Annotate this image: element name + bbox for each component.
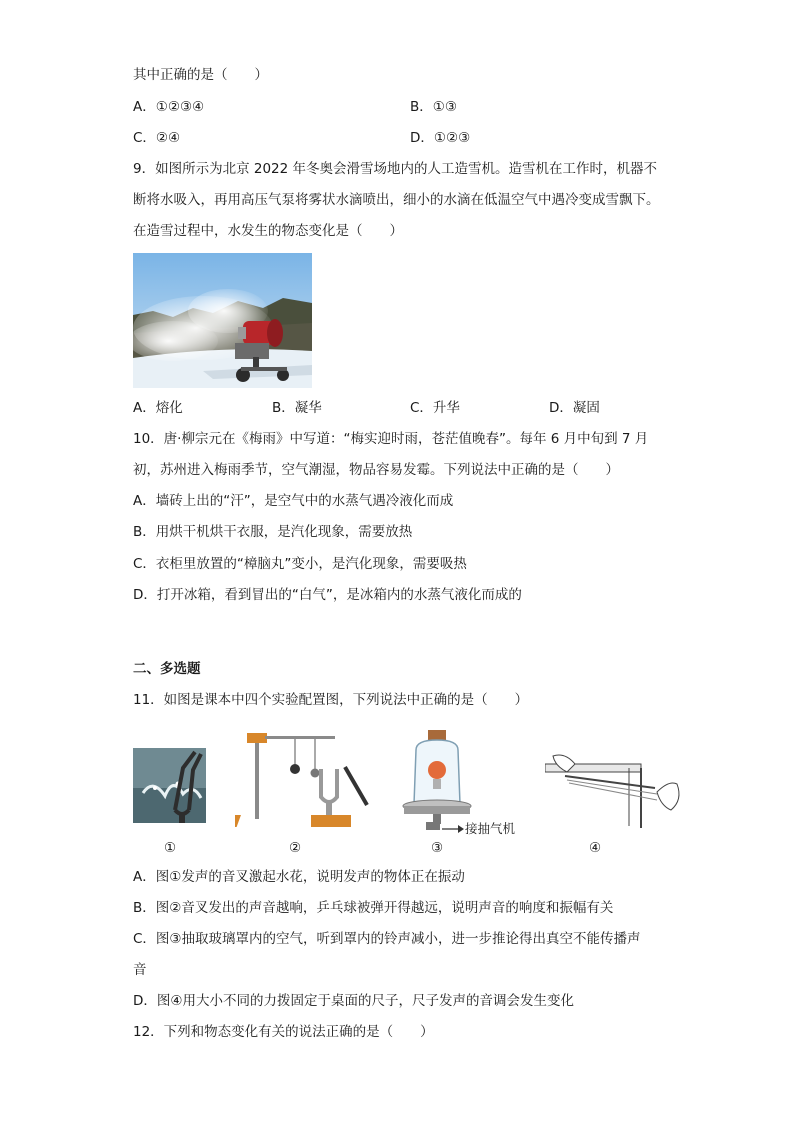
q9-stem-line-3: 在造雪过程中，水发生的物态变化是（ ） [133, 223, 403, 239]
figure-3-bell-jar [400, 724, 474, 834]
q11-option-b[interactable]: B．图②音叉发出的声音越响，乒乓球被弹开得越远，说明声音的响度和振幅有关 [133, 900, 614, 916]
q11-option-c[interactable]: C．图③抽取玻璃罩内的空气，听到罩内的铃声减小，进一步推论得出真空不能传播声 [133, 931, 641, 947]
figure-1-caption: ① [163, 840, 177, 856]
pump-label: 接抽气机 [465, 821, 516, 836]
q10-option-d[interactable]: D．打开冰箱，看到冒出的“白气”，是冰箱内的水蒸气液化而成的 [133, 587, 522, 603]
q10-stem-line-1: 10．唐·柳宗元在《梅雨》中写道：“梅实迎时雨，苍茫值晚春”。每年 6 月中旬到 7 月 [133, 431, 649, 447]
q9-stem-line-2: 断将水吸入，再用高压气泵将雾状水滴喷出，细小的水滴在低温空气中遇冷变成雪飘下。 [133, 192, 660, 208]
q11-stem: 11．如图是课本中四个实验配置图，下列说法中正确的是（ ） [133, 692, 529, 708]
q8-option-b[interactable]: B．①③ [410, 99, 457, 115]
q10-option-b[interactable]: B．用烘干机烘干衣服，是汽化现象，需要放热 [133, 524, 413, 540]
q11-option-c-continuation: 音 [133, 962, 147, 978]
section-title-multiple-choice: 二、多选题 [133, 661, 201, 677]
pump-arrow-icon [442, 824, 464, 834]
figure-3-caption: ③ [430, 840, 444, 856]
q9-option-a[interactable]: A．熔化 [133, 400, 183, 416]
q8-option-d[interactable]: D．①②③ [410, 130, 471, 146]
figure-1-fork-in-water [133, 748, 206, 823]
q10-stem-line-2: 初，苏州进入梅雨季节，空气潮湿，物品容易发霉。下列说法中正确的是（ ） [133, 462, 619, 478]
q10-option-a[interactable]: A．墙砖上出的“汗”，是空气中的水蒸气遇冷液化而成 [133, 493, 454, 509]
figure-2-pingpong-fork [235, 727, 375, 833]
figure-4-ruler-on-table [545, 750, 685, 830]
q11-option-d[interactable]: D．图④用大小不同的力拨固定于桌面的尺子，尺子发声的音调会发生变化 [133, 993, 574, 1009]
q9-stem-line-1: 9．如图所示为北京 2022 年冬奥会滑雪场地内的人工造雪机。造雪机在工作时，机器不 [133, 161, 658, 177]
q10-option-c[interactable]: C．衣柜里放置的“樟脑丸”变小，是汽化现象，需要吸热 [133, 556, 467, 572]
q8-tail-text: 其中正确的是（ ） [133, 67, 268, 83]
q12-stem: 12．下列和物态变化有关的说法正确的是（ ） [133, 1024, 434, 1040]
q8-option-c[interactable]: C．②④ [133, 130, 181, 146]
q11-option-a[interactable]: A．图①发声的音叉激起水花，说明发声的物体正在振动 [133, 869, 465, 885]
q9-option-b[interactable]: B．凝华 [272, 400, 322, 416]
figure-2-caption: ② [288, 840, 302, 856]
q9-option-c[interactable]: C．升华 [410, 400, 460, 416]
q8-option-a[interactable]: A．①②③④ [133, 99, 205, 115]
q9-option-d[interactable]: D．凝固 [549, 400, 600, 416]
snow-machine-photo [133, 253, 312, 388]
figure-4-caption: ④ [588, 840, 602, 856]
